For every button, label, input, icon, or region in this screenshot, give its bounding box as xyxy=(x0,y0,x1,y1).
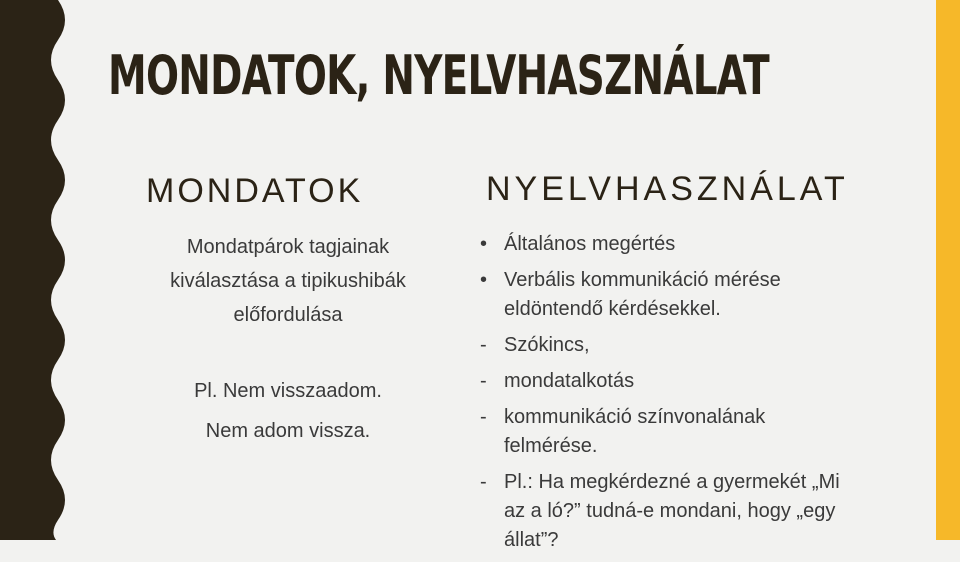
wavy-dark-band xyxy=(0,0,76,540)
list-item xyxy=(478,230,918,259)
bullet-marker: • xyxy=(480,269,488,291)
list-item-line: az a ló?” tudná-e mondani, hogy „egy xyxy=(504,500,836,522)
list-item-line: felmérése. xyxy=(504,435,598,457)
list-item-line: állat”? xyxy=(504,529,559,551)
right-list xyxy=(478,230,918,562)
dash-marker: - xyxy=(480,406,487,428)
bullet-marker: • xyxy=(480,233,488,255)
list-item xyxy=(478,367,918,396)
list-item-line: eldöntendő kérdésekkel. xyxy=(504,298,721,320)
accent-band xyxy=(936,0,960,540)
left-paragraph xyxy=(140,230,436,332)
list-item xyxy=(478,403,918,461)
left-example-1: Pl. Nem visszaadom. xyxy=(194,380,382,402)
left-column-heading: MONDATOK xyxy=(146,172,364,210)
list-item-line: mondatalkotás xyxy=(504,370,635,392)
left-paragraph-line: előfordulása xyxy=(233,304,343,326)
list-item-line: Verbális kommunikáció mérése xyxy=(504,269,781,291)
list-item xyxy=(478,266,918,324)
dash-marker: - xyxy=(480,471,487,493)
list-item xyxy=(478,331,918,360)
right-column-heading: NYELVHASZNÁLAT xyxy=(486,170,849,208)
list-item-line: Szókincs, xyxy=(504,334,590,356)
list-item-line: Általános megértés xyxy=(504,233,676,255)
list-item-line: kommunikáció színvonalának xyxy=(504,406,766,428)
left-example-2: Nem adom vissza. xyxy=(205,420,371,442)
dash-marker: - xyxy=(480,334,487,356)
slide-title: MONDATOK, NYELVHASZNÁLAT xyxy=(108,44,769,107)
list-item xyxy=(478,468,918,555)
dash-marker: - xyxy=(480,370,487,392)
list-item-line: Pl.: Ha megkérdezné a gyermekét „Mi xyxy=(504,471,840,493)
left-paragraph-line: Mondatpárok tagjainak xyxy=(186,236,390,258)
left-paragraph-line: kiválasztása a tipikushibák xyxy=(170,270,406,292)
